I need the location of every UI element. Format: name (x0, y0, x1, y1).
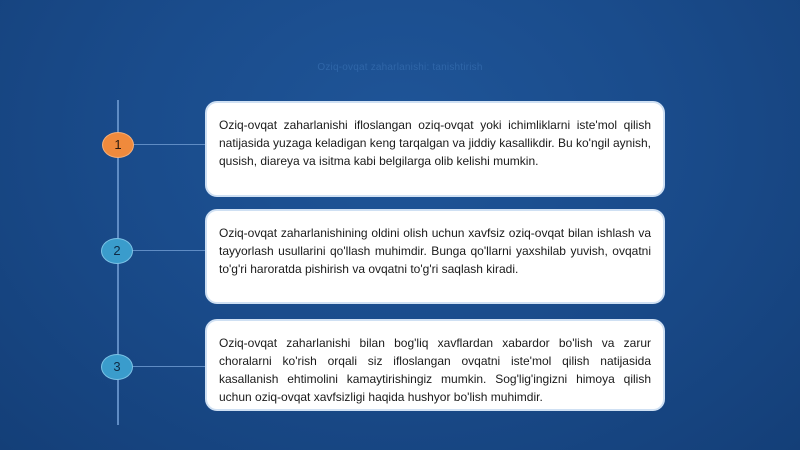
step-marker-1[interactable]: 1 (102, 132, 134, 158)
step-card-3 (205, 319, 665, 411)
step-marker-3[interactable]: 3 (101, 354, 133, 380)
connector-2 (132, 250, 205, 251)
slide-title: Oziq-ovqat zaharlanishi: tanishtirish (317, 62, 483, 73)
step-text-1: Oziq-ovqat zaharlanishi ifloslangan oziq-ovqat yoki ichimliklarni iste'mol qilish natijasida yuzaga keladigan keng tarqalgan va jiddiy kasallikdir. Bu ko'ngil aynish, qusish, diareya va isitma kabi belgilarga olib kelishi mumkin. (219, 118, 651, 168)
step-marker-2[interactable]: 2 (101, 238, 133, 264)
step-card-2 (205, 209, 665, 304)
connector-1 (132, 144, 205, 145)
step-text-3: Oziq-ovqat zaharlanishi bilan bog'liq xavflardan xabardor bo'lish va zarur choralarni ko'rish orqali siz ifloslangan ovqatni iste'mol qilish natijasida kasallanish ehtimolini kamaytirishingiz mumkin. Sog'lig'ingizni himoya qilish uchun oziq-ovqat xavfsizligi haqida hushyor bo'lish muhimdir. (219, 336, 651, 404)
connector-3 (132, 366, 205, 367)
step-text-2: Oziq-ovqat zaharlanishining oldini olish uchun xavfsiz oziq-ovqat bilan ishlash va tayyorlash usullarini qo'llash muhimdir. Bunga qo'llarni yaxshilab yuvish, ovqatni to'g'ri haroratda pishirish va ovqatni to'g'ri saqlash kiradi. (219, 226, 651, 276)
step-card-1 (205, 101, 665, 197)
